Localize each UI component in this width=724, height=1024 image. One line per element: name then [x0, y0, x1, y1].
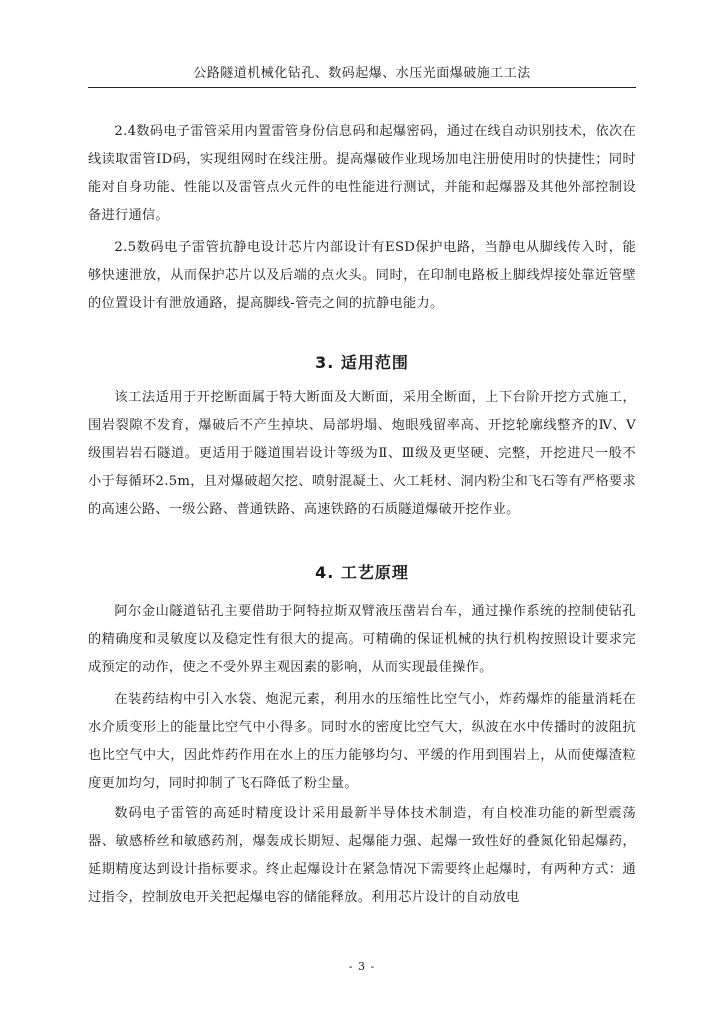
- section-heading-principle: 4. 工艺原理: [315, 563, 409, 582]
- paragraph-principle-detonator: 数码电子雷管的高延时精度设计采用最新半导体技术制造，有自校准功能的新型震荡器、敏感桥丝和敏感药剂，爆轰成长期短、起爆能力强、起爆一致性好的叠氮化铅起爆药，延期精度达到设计指标要求。终止起爆设计在紧急情况下需要终止起爆时，有两种方式：通过指令，控制放电开关把起爆电容的储能释放。利用芯片设计的自动放电: [88, 806, 636, 905]
- paragraph-scope: 该工法适用于开挖断面属于特大断面及大断面，采用全断面，上下台阶开挖方式施工，围岩裂隙不发育，爆破后不产生掉块、局部坍塌、炮眼残留率高、开挖轮廓线整齐的Ⅳ、Ⅴ级围岩岩石隧道。更适用于隧道围岩设计等级为Ⅱ、Ⅲ级及更坚硬、完整，开挖进尺一般不小于每循环2.5m，且对爆破超欠挖、喷射混凝土、火工耗材、洞内粉尘和飞石等有严格要求的高速公路、一级公路、普通铁路、高速铁路的石质隧道爆破开挖作业。: [88, 390, 636, 517]
- paragraph-2-4: 2.4数码电子雷管采用内置雷管身份信息码和起爆密码，通过在线自动识别技术，依次在线读取雷管ID码，实现组网时在线注册。提高爆破作业现场加电注册使用时的快捷性；同时能对自身功能、性能以及雷管点火元件的电性能进行测试，并能和起爆器及其他外部控制设备进行通信。: [88, 124, 636, 223]
- paragraph-principle-water: 在装药结构中引入水袋、炮泥元素，利用水的压缩性比空气小，炸药爆炸的能量消耗在水介质变形上的能量比空气中小得多。同时水的密度比空气大，纵波在水中传播时的波阻抗也比空气中大，因此炸药作用在水上的压力能够均匀、平缓的作用到围岩上，从而使爆渣粒度更加均匀，同时抑制了飞石降低了粉尘量。: [88, 692, 636, 791]
- page-number: - 3 -: [348, 960, 376, 973]
- paragraph-2-5: 2.5数码电子雷管抗静电设计芯片内部设计有ESD保护电路，当静电从脚线传入时，能够快速泄放，从而保护芯片以及后端的点火头。同时，在印制电路板上脚线焊接处靠近管壁的位置设计有泄放通路，提高脚线-管壳之间的抗静电能力。: [88, 240, 636, 311]
- section-heading-scope: 3. 适用范围: [315, 353, 409, 372]
- paragraph-principle-drilling: 阿尔金山隧道钻孔主要借助于阿特拉斯双臂液压凿岩台车，通过操作系统的控制使钻孔的精确度和灵敏度以及稳定性有很大的提高。可精确的保证机械的执行机构按照设计要求完成预定的动作，使之不受外界主观因素的影响，从而实现最佳操作。: [88, 604, 636, 675]
- running-header: 公路隧道机械化钻孔、数码起爆、水压光面爆破施工工法: [88, 62, 636, 88]
